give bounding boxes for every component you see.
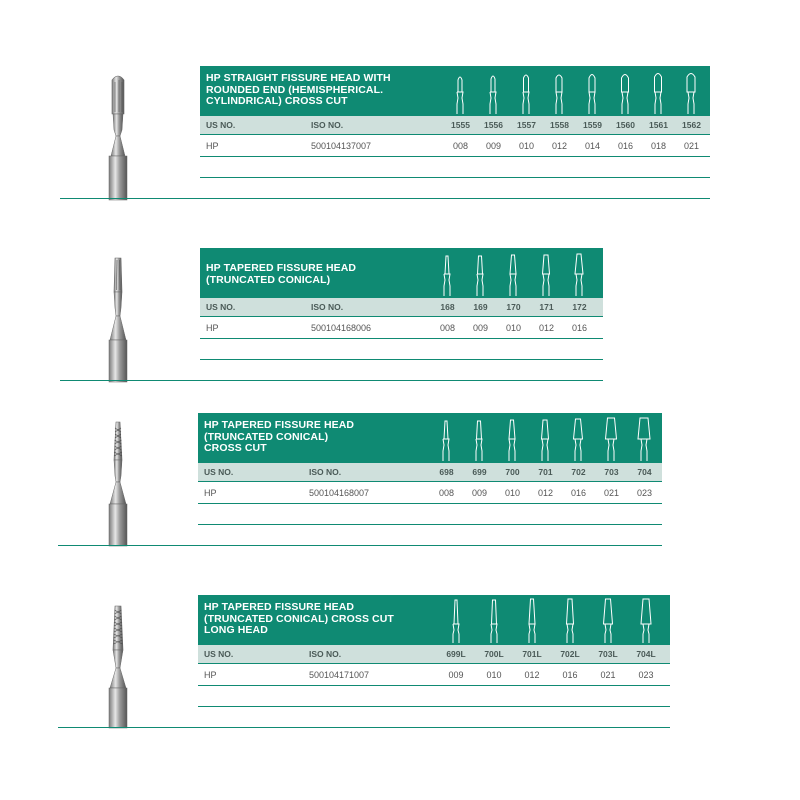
iso-size-value: 009 (471, 487, 488, 498)
table-header (198, 595, 670, 645)
column-labels (200, 298, 603, 317)
column-labels (198, 645, 670, 664)
size-label: 702L (560, 649, 580, 659)
size-icons-row (444, 66, 708, 116)
iso-size-value: 016 (570, 487, 587, 498)
size-label: 1558 (550, 120, 569, 130)
iso-size-value: 009 (472, 322, 489, 333)
divider (58, 545, 662, 546)
iso-size-value: 009 (485, 140, 502, 151)
iso-size-value: 012 (538, 322, 555, 333)
size-label: 168 (440, 302, 455, 312)
size-label: 703L (598, 649, 618, 659)
iso-size-value: 008 (439, 322, 456, 333)
iso-size-value: 012 (537, 487, 554, 498)
divider (200, 359, 603, 360)
table-header (200, 66, 710, 116)
table-header (200, 248, 603, 298)
iso-size-value: 010 (504, 487, 521, 498)
iso-size-value: 016 (571, 322, 588, 333)
us-no-value: HP (206, 322, 219, 333)
size-label: 698 (439, 467, 454, 477)
size-label: 169 (473, 302, 488, 312)
size-label: 171 (539, 302, 554, 312)
size-label: 700L (484, 649, 504, 659)
size-label: 1559 (583, 120, 602, 130)
iso-size-value: 023 (638, 669, 654, 680)
iso-size-value: 021 (600, 669, 616, 680)
product-title: HP TAPERED FISSURE HEAD (TRUNCATED CONICAL) CROSS CUT LONG HEAD (204, 601, 394, 636)
iso-no-label: ISO NO. (311, 120, 344, 130)
iso-size-value: 021 (683, 140, 700, 151)
divider (200, 177, 710, 178)
table-row (200, 317, 603, 339)
product-table-1 (200, 66, 710, 200)
iso-no-value: 500104171007 (309, 669, 370, 680)
us-no-label: US NO. (206, 120, 236, 130)
size-label: 703 (604, 467, 619, 477)
tapered-crosscut-long-bur-icon (98, 600, 138, 730)
iso-size-value: 008 (452, 140, 469, 151)
size-label: 1562 (682, 120, 701, 130)
tapered-crosscut-bur-icon (98, 418, 138, 548)
iso-no-label: ISO NO. (309, 649, 342, 659)
us-no-value: HP (206, 140, 219, 151)
divider (60, 380, 603, 381)
us-no-label: US NO. (204, 467, 234, 477)
size-label: 170 (506, 302, 521, 312)
product-title: HP TAPERED FISSURE HEAD (TRUNCATED CONICAL) (206, 262, 357, 286)
us-no-value: HP (204, 669, 217, 680)
size-icons-row (429, 413, 661, 463)
size-label: 1560 (616, 120, 635, 130)
size-label: 1557 (517, 120, 536, 130)
iso-size-value: 009 (448, 669, 464, 680)
size-icons-row (436, 595, 668, 645)
product-table-4 (198, 595, 670, 729)
product-title: HP STRAIGHT FISSURE HEAD WITH ROUNDED END (HEMISPHERICAL. CYLINDRICAL) CROSS CUT (206, 72, 391, 107)
iso-size-value: 010 (486, 669, 502, 680)
us-no-label: US NO. (206, 302, 236, 312)
iso-size-value: 016 (562, 669, 578, 680)
iso-no-label: ISO NO. (309, 467, 342, 477)
size-label: 1556 (484, 120, 503, 130)
size-label: 1555 (451, 120, 470, 130)
size-label: 699L (446, 649, 466, 659)
iso-size-value: 023 (636, 487, 653, 498)
divider (198, 524, 662, 525)
rounded-fissure-bur-icon (98, 72, 138, 202)
size-label: 701L (522, 649, 542, 659)
size-label: 704L (636, 649, 656, 659)
size-label: 1561 (649, 120, 668, 130)
size-label: 699 (472, 467, 487, 477)
size-label: 701 (538, 467, 553, 477)
iso-size-value: 010 (505, 322, 522, 333)
iso-no-label: ISO NO. (311, 302, 344, 312)
column-labels (198, 463, 662, 482)
iso-size-value: 018 (650, 140, 667, 151)
product-table-3 (198, 413, 662, 547)
table-row (198, 482, 662, 504)
us-no-value: HP (204, 487, 217, 498)
iso-size-value: 012 (551, 140, 568, 151)
iso-no-value: 500104137007 (311, 140, 372, 151)
tapered-fissure-bur-icon (98, 252, 138, 384)
table-header (198, 413, 662, 463)
iso-size-value: 014 (584, 140, 601, 151)
iso-no-value: 500104168007 (309, 487, 370, 498)
table-row (198, 664, 670, 686)
column-labels (200, 116, 710, 135)
iso-size-value: 016 (617, 140, 634, 151)
table-row (200, 135, 710, 157)
size-label: 704 (637, 467, 652, 477)
size-icons-row (431, 248, 601, 298)
iso-size-value: 021 (603, 487, 620, 498)
iso-size-value: 010 (518, 140, 535, 151)
product-table-2 (200, 248, 603, 382)
iso-size-value: 008 (438, 487, 455, 498)
us-no-label: US NO. (204, 649, 234, 659)
size-label: 700 (505, 467, 520, 477)
divider (58, 727, 670, 728)
iso-size-value: 012 (524, 669, 540, 680)
divider (60, 198, 710, 199)
size-label: 172 (572, 302, 587, 312)
iso-no-value: 500104168006 (311, 322, 372, 333)
divider (198, 706, 670, 707)
size-label: 702 (571, 467, 586, 477)
product-title: HP TAPERED FISSURE HEAD (TRUNCATED CONICAL) CROSS CUT (204, 419, 355, 454)
